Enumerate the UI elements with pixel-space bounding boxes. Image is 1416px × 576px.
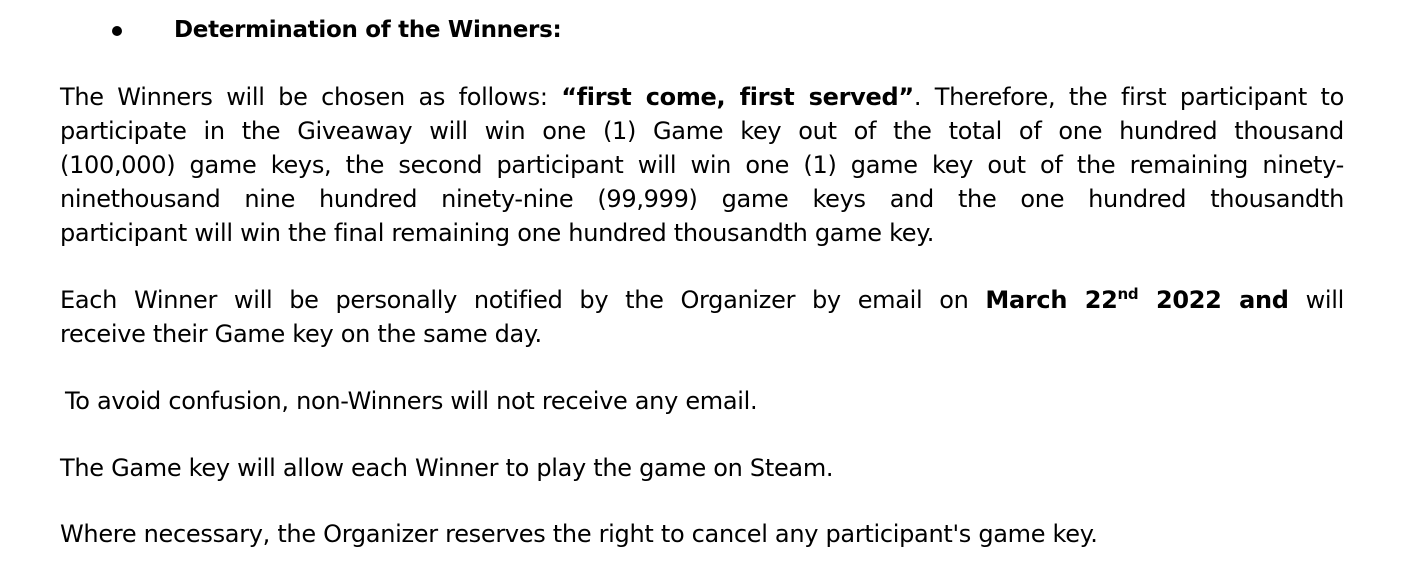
bullet-icon [112,26,122,36]
paragraph-line: receive their Game key on the same day. [60,320,542,348]
paragraph-line: participate in the Giveaway will win one (1) Game key out of the total of one hundred thousand [60,117,1344,145]
notification-paragraph [60,283,1344,351]
emphasis-text: “first come, first served” [561,83,914,111]
text-run: . Therefore, the first participant to [913,83,1344,111]
date-year: 2022 and [1138,286,1289,314]
paragraph-line: (100,000) game keys, the second participant will win one (1) game key out of the remaining ninety- [60,151,1344,179]
paragraph-line [60,283,1344,317]
date-month-day: March 22 [985,286,1118,314]
paragraph-line: ninethousand nine hundred ninety-nine (99,999) game keys and the one hundred thousandth [60,185,1344,213]
text-run: Each Winner will be personally notified by the Organizer by email on [60,286,986,314]
text-run: The Winners will be chosen as follows: [60,83,562,111]
paragraph-line [60,80,1344,114]
cancellation-paragraph [60,517,1344,551]
date-ordinal-suffix: nd [1117,285,1139,303]
paragraph-line: participant will win the final remaining one hundred thousandth game key. [60,219,935,247]
steam-key-paragraph [60,451,1344,485]
non-winners-paragraph [65,384,1349,418]
section-heading: Determination of the Winners: [174,17,562,43]
section-heading-row [112,12,561,48]
winners-selection-paragraph [60,80,1344,250]
paragraph-line: To avoid confusion, non-Winners will not receive any email. [65,387,758,415]
paragraph-line: Where necessary, the Organizer reserves the right to cancel any participant's game key. [60,520,1098,548]
date-text [985,286,1288,314]
paragraph-line: The Game key will allow each Winner to play the game on Steam. [60,454,834,482]
text-run: will [1288,286,1344,314]
